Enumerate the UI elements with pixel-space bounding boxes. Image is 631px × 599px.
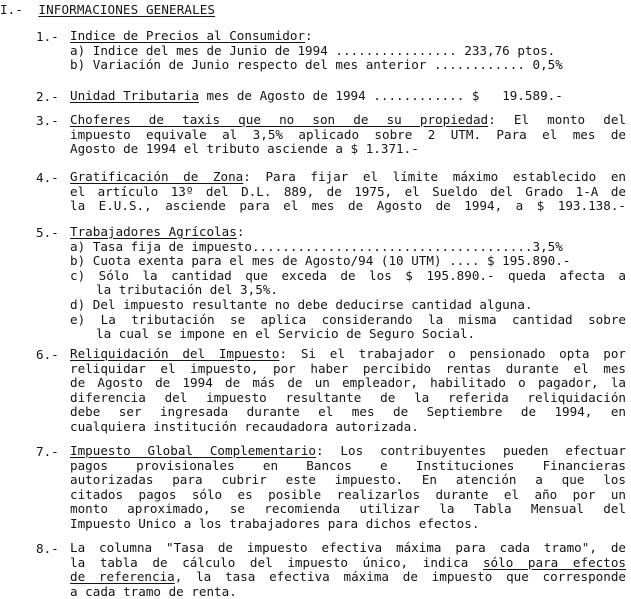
item-emphasis: sólo para efectos bbox=[482, 555, 626, 570]
item-line: autorizadas para cubrir este impuesto. En atención a que los bbox=[70, 473, 626, 488]
item-line: la tributación del 3,5%. bbox=[96, 282, 278, 298]
item-line: a cada tramo de renta. bbox=[70, 583, 237, 599]
item-line: Agosto de 1994 el tributo asciende a $ 1.371.- bbox=[70, 141, 419, 157]
item-text: : Para fijar el límite máximo establecido en bbox=[243, 170, 626, 184]
item-line: diferencia del impuesto resultante de la referida reliquidación bbox=[70, 390, 626, 405]
item-number: 6.- bbox=[36, 347, 59, 362]
item-text: , la tasa efectiva máxima de impuesto que corresponde bbox=[174, 570, 626, 585]
item-text: : bbox=[236, 224, 245, 239]
item-line: impuesto equivale al 3,5% aplicado sobre 2 UTM. Para el mes de bbox=[70, 127, 626, 142]
item-number: 8.- bbox=[36, 541, 59, 556]
item-title: Choferes de taxis que no son de su propiedad bbox=[70, 113, 489, 127]
item-body bbox=[70, 225, 626, 342]
item-title: Gratificación de Zona bbox=[70, 170, 244, 184]
item-emphasis: de referencia bbox=[70, 570, 175, 585]
item-line: d) Del impuesto resultante no debe deducirse cantidad alguna. bbox=[70, 296, 533, 312]
item-title: Unidad Tributaria bbox=[70, 88, 199, 103]
item-number: 5.- bbox=[36, 225, 59, 240]
item-line: citados pagos sólo es posible realizarlos durante el año por un bbox=[70, 487, 626, 502]
section-heading bbox=[0, 2, 215, 17]
item-line: b) Variación de Junio respecto del mes anterior ............ 0,5% bbox=[70, 57, 563, 73]
item-text: mes de Agosto de 1994 ............ $ 19.589.- bbox=[198, 88, 563, 103]
item-body bbox=[70, 29, 626, 73]
item-line: cualquiera institución recaudadora autorizada. bbox=[70, 418, 419, 434]
item-title: Reliquidación del Impuesto bbox=[70, 347, 280, 361]
item-line: el artículo 13º del D.L. 889, de 1975, el Sueldo del Grado 1-A de bbox=[70, 184, 626, 199]
item-text: la tabla de cálculo del impuesto único, indica bbox=[70, 555, 483, 570]
item-body bbox=[70, 89, 626, 104]
item-title: Trabajadores Agrícolas bbox=[70, 224, 237, 239]
item-line: la E.U.S., asciende para el mes de Agosto de 1994, a $ 193.138.- bbox=[70, 199, 626, 214]
item-body bbox=[70, 347, 626, 435]
item-body bbox=[70, 170, 626, 214]
item-line: la cual se impone en el Servicio de Seguro Social. bbox=[96, 326, 476, 342]
item-line: de Agosto de 1994 de más de un empleador, habilitado o pagador, la bbox=[70, 376, 626, 391]
item-title: Impuesto Global Complementario bbox=[70, 444, 316, 458]
item-text: : El monto del bbox=[488, 113, 626, 127]
item-line: La columna "Tasa de impuesto efectiva máxima para cada tramo", de bbox=[70, 541, 626, 555]
item-number: 2.- bbox=[36, 89, 59, 104]
item-title: Indice de Precios al Consumidor bbox=[70, 28, 306, 43]
item-text: : Los contribuyentes pueden efectuar bbox=[315, 444, 626, 458]
section-number: I.- bbox=[0, 2, 24, 17]
item-number: 7.- bbox=[36, 444, 59, 459]
item-number: 3.- bbox=[36, 113, 59, 128]
item-line: debe ser ingresada durante el mes de Septiembre de 1994, en bbox=[70, 405, 626, 420]
item-body bbox=[70, 444, 626, 532]
item-line: c) Sólo la cantidad que exceda de los $ 195.890.- queda afecta a bbox=[70, 268, 626, 283]
section-title: INFORMACIONES GENERALES bbox=[38, 2, 216, 17]
item-line: monto aproximado, se recomienda utilizar la Tabla Mensual del bbox=[70, 502, 626, 517]
item-line: pagos provisionales en Bancos e Instituciones Financieras bbox=[70, 458, 626, 473]
item-line: e) La tributación se aplica considerando la misma cantidad sobre bbox=[70, 312, 626, 327]
item-text: : Si el trabajador o pensionado opta por bbox=[279, 347, 626, 361]
item-number: 1.- bbox=[36, 29, 59, 44]
item-line: a) Tasa fija de impuesto.....................................3,5% bbox=[70, 238, 563, 254]
item-line: reliquidar el impuesto, por haber percibido rentas durante el mes bbox=[70, 361, 626, 376]
item-text: : bbox=[305, 28, 313, 43]
item-line: Impuesto Unico a los trabajadores para dichos efectos. bbox=[70, 515, 480, 531]
item-number: 4.- bbox=[36, 170, 59, 185]
item-line: b) Cuota exenta para el mes de Agosto/94 (10 UTM) .... $ 195.890.- bbox=[70, 253, 571, 269]
item-line: a) Indice del mes de Junio de 1994 ................ 233,76 ptos. bbox=[70, 42, 556, 58]
item-body bbox=[70, 113, 626, 157]
item-body bbox=[70, 541, 626, 599]
